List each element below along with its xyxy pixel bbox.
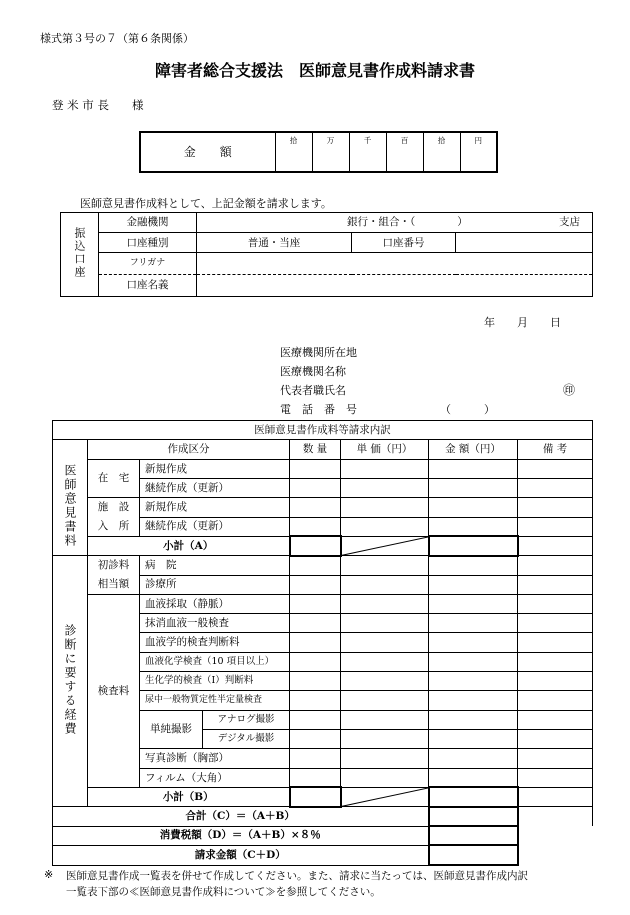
account-number-label: 口座番号 — [352, 233, 456, 253]
photo-diagnosis-label: 写真診断（胸部） — [140, 749, 290, 768]
analog-remarks[interactable] — [518, 710, 593, 729]
account-name-field[interactable] — [197, 274, 593, 296]
exam-item: 抹消血液一般検査 — [140, 614, 290, 633]
exam-item: 尿中一般物質定性半定量検査 — [140, 691, 290, 710]
exam-remarks[interactable] — [518, 633, 593, 652]
analog-amount[interactable] — [429, 710, 518, 729]
hospital-amount[interactable] — [429, 556, 518, 575]
institution-value: 銀行・組合・（ ） — [347, 216, 468, 228]
exam-fee-label: 検査料 — [88, 594, 140, 787]
amount-unit-ten[interactable]: 拾 — [423, 132, 460, 172]
section-a-label: 医師意見書料 — [63, 463, 77, 548]
institution-address-label: 医療機関所在地 — [280, 346, 357, 359]
amount-label: 金 額 — [140, 132, 275, 172]
subtotal-a-remarks[interactable] — [518, 536, 593, 555]
section-b-label: 診断に要する経費 — [63, 623, 77, 736]
exam-remarks[interactable] — [518, 652, 593, 671]
facility-continued-remarks[interactable] — [518, 517, 593, 536]
date-line: 年 月 日 — [484, 316, 561, 329]
photo-diagnosis-unit-price[interactable] — [341, 749, 429, 768]
total-c-label: 合計（C）＝（A＋B） — [53, 807, 429, 826]
footnote-line-1: 医師意見書作成一覧表を併せて作成してください。また、請求に当たっては、医師意見書作成内訳 — [66, 870, 528, 882]
bank-section-label: 振込口座 — [73, 227, 86, 280]
home-new-remarks[interactable] — [518, 459, 593, 478]
exam-unit-price[interactable] — [341, 594, 429, 613]
hospital-quantity[interactable] — [290, 556, 341, 575]
account-type-label: 口座種別 — [99, 233, 197, 253]
phone-label: 電 話 番 号 — [280, 403, 357, 416]
exam-amount[interactable] — [429, 614, 518, 633]
exam-unit-price[interactable] — [341, 614, 429, 633]
exam-unit-price[interactable] — [341, 652, 429, 671]
home-continued-unit-price[interactable] — [341, 478, 429, 497]
facility-label: 施 設 — [88, 498, 140, 517]
facility-new-remarks[interactable] — [518, 498, 593, 517]
institution-name-label: 医療機関名称 — [280, 365, 346, 378]
amount-unit-yen[interactable]: 円 — [460, 132, 497, 172]
analog-label: アナログ撮影 — [203, 710, 290, 729]
representative-label: 代表者職氏名 — [280, 384, 346, 397]
footnote-mark: ※ — [44, 868, 54, 881]
facility-new-amount[interactable] — [429, 498, 518, 517]
simple-xray-label: 単純撮影 — [140, 710, 203, 749]
facility-continued-label: 継続作成（更新） — [140, 517, 290, 536]
photo-diagnosis-quantity[interactable] — [290, 749, 341, 768]
account-name-label: 口座名義 — [99, 274, 197, 296]
facility-continued-amount[interactable] — [429, 517, 518, 536]
subtotal-a-quantity[interactable] — [290, 536, 341, 555]
digital-quantity[interactable] — [290, 730, 341, 749]
total-c-amount[interactable] — [429, 807, 518, 826]
exam-item: 血液化学検査（10 項目以上） — [140, 652, 290, 671]
amount-unit-ten-thousand-ten[interactable]: 拾 — [275, 132, 312, 172]
first-visit-label: 初診料 — [88, 556, 140, 575]
seal-mark: ㊞ — [563, 383, 576, 397]
exam-remarks[interactable] — [518, 672, 593, 691]
page-title: 障害者総合支援法 医師意見書作成料請求書 — [154, 61, 475, 80]
exam-remarks[interactable] — [518, 691, 593, 710]
claim-total-amount[interactable] — [429, 845, 518, 865]
clinic-unit-price[interactable] — [341, 575, 429, 594]
clinic-quantity[interactable] — [290, 575, 341, 594]
exam-quantity[interactable] — [290, 614, 341, 633]
exam-quantity[interactable] — [290, 652, 341, 671]
exam-item: 血液学的検査判断料 — [140, 633, 290, 652]
form-number: 様式第３号の７（第６条関係） — [40, 32, 194, 45]
bank-table — [60, 212, 593, 297]
subtotal-b-remarks[interactable] — [518, 787, 593, 806]
branch-label: 支店 — [559, 216, 580, 228]
home-new-label: 新規作成 — [140, 459, 290, 478]
clinic-amount[interactable] — [429, 575, 518, 594]
header-amount: 金 額（円） — [429, 440, 518, 459]
clinic-label: 診療所 — [140, 575, 290, 594]
exam-remarks[interactable] — [518, 614, 593, 633]
tax-d-amount[interactable] — [429, 826, 518, 845]
film-amount[interactable] — [429, 768, 518, 787]
film-unit-price[interactable] — [341, 768, 429, 787]
claim-total-label: 請求金額（C＋D） — [53, 845, 429, 865]
tax-d-label: 消費税額（D）＝（A＋B）×８％ — [53, 826, 429, 845]
amount-unit-ten-thousand[interactable]: 万 — [312, 132, 349, 172]
account-type-value[interactable]: 普通・当座 — [197, 233, 352, 253]
home-continued-quantity[interactable] — [290, 478, 341, 497]
home-new-quantity[interactable] — [290, 459, 341, 478]
facility-new-unit-price[interactable] — [341, 498, 429, 517]
breakdown-title: 医師意見書作成料等請求内訳 — [53, 421, 593, 440]
furigana-field[interactable] — [197, 253, 593, 274]
photo-diagnosis-amount[interactable] — [429, 749, 518, 768]
header-quantity: 数 量 — [290, 440, 341, 459]
exam-amount[interactable] — [429, 594, 518, 613]
addressee: 登 米 市 長 様 — [52, 98, 144, 112]
amount-unit-thousand[interactable]: 千 — [349, 132, 386, 172]
subtotal-a-amount[interactable] — [429, 536, 518, 555]
subtotal-a-unit-price-slash — [341, 536, 429, 555]
home-new-amount[interactable] — [429, 459, 518, 478]
claim-total-remarks — [518, 845, 593, 865]
account-number-field[interactable] — [456, 233, 593, 253]
header-category: 作成区分 — [88, 440, 290, 459]
header-unit-price: 単 価（円） — [341, 440, 429, 459]
exam-unit-price[interactable] — [341, 672, 429, 691]
exam-quantity[interactable] — [290, 691, 341, 710]
home-continued-amount[interactable] — [429, 478, 518, 497]
exam-amount[interactable] — [429, 633, 518, 652]
subtotal-b-label: 小計（B） — [88, 787, 290, 806]
institution-field[interactable] — [197, 213, 593, 233]
subtotal-b-quantity[interactable] — [290, 787, 341, 806]
digital-amount[interactable] — [429, 730, 518, 749]
furigana-label: フリガナ — [99, 253, 197, 274]
equivalent-label: 相当額 — [88, 575, 140, 594]
home-label: 在 宅 — [88, 459, 140, 498]
facility-continued-quantity[interactable] — [290, 517, 341, 536]
footnote-line-2: 一覧表下部の≪医師意見書作成料について≫を参照してください。 — [66, 886, 381, 898]
admission-label: 入 所 — [88, 517, 140, 536]
photo-diagnosis-remarks[interactable] — [518, 749, 593, 768]
film-quantity[interactable] — [290, 768, 341, 787]
home-continued-label: 継続作成（更新） — [140, 478, 290, 497]
facility-new-quantity[interactable] — [290, 498, 341, 517]
exam-amount[interactable] — [429, 672, 518, 691]
exam-quantity[interactable] — [290, 672, 341, 691]
exam-amount[interactable] — [429, 691, 518, 710]
clinic-remarks[interactable] — [518, 575, 593, 594]
exam-quantity[interactable] — [290, 594, 341, 613]
subtotal-b-unit-price-slash — [341, 787, 429, 806]
amount-unit-hundred[interactable]: 百 — [386, 132, 423, 172]
total-c-remarks — [518, 807, 593, 826]
digital-label: デジタル撮影 — [203, 730, 290, 749]
facility-new-label: 新規作成 — [140, 498, 290, 517]
exam-remarks[interactable] — [518, 594, 593, 613]
header-remarks: 備 考 — [518, 440, 593, 459]
breakdown-table — [52, 420, 593, 866]
hospital-unit-price[interactable] — [341, 556, 429, 575]
film-label: フィルム（大角） — [140, 768, 290, 787]
analog-unit-price[interactable] — [341, 710, 429, 729]
facility-continued-unit-price[interactable] — [341, 517, 429, 536]
hospital-remarks[interactable] — [518, 556, 593, 575]
subtotal-a-label: 小計（A） — [88, 536, 290, 555]
exam-item: 生化学的検査（Ⅰ）判断料 — [140, 672, 290, 691]
institution-label: 金融機関 — [99, 213, 197, 233]
request-text: 医師意見書作成料として、上記金額を請求します。 — [80, 197, 332, 210]
home-continued-remarks[interactable] — [518, 478, 593, 497]
exam-unit-price[interactable] — [341, 633, 429, 652]
analog-quantity[interactable] — [290, 710, 341, 729]
home-new-unit-price[interactable] — [341, 459, 429, 478]
hospital-label: 病 院 — [140, 556, 290, 575]
exam-quantity[interactable] — [290, 633, 341, 652]
digital-unit-price[interactable] — [341, 730, 429, 749]
amount-table — [139, 131, 498, 173]
tax-d-remarks — [518, 826, 593, 845]
exam-unit-price[interactable] — [341, 691, 429, 710]
exam-item: 血液採取（静脈） — [140, 594, 290, 613]
subtotal-b-amount[interactable] — [429, 787, 518, 806]
film-remarks[interactable] — [518, 768, 593, 787]
exam-amount[interactable] — [429, 652, 518, 671]
phone-parens: （ ） — [440, 403, 495, 416]
digital-remarks[interactable] — [518, 730, 593, 749]
